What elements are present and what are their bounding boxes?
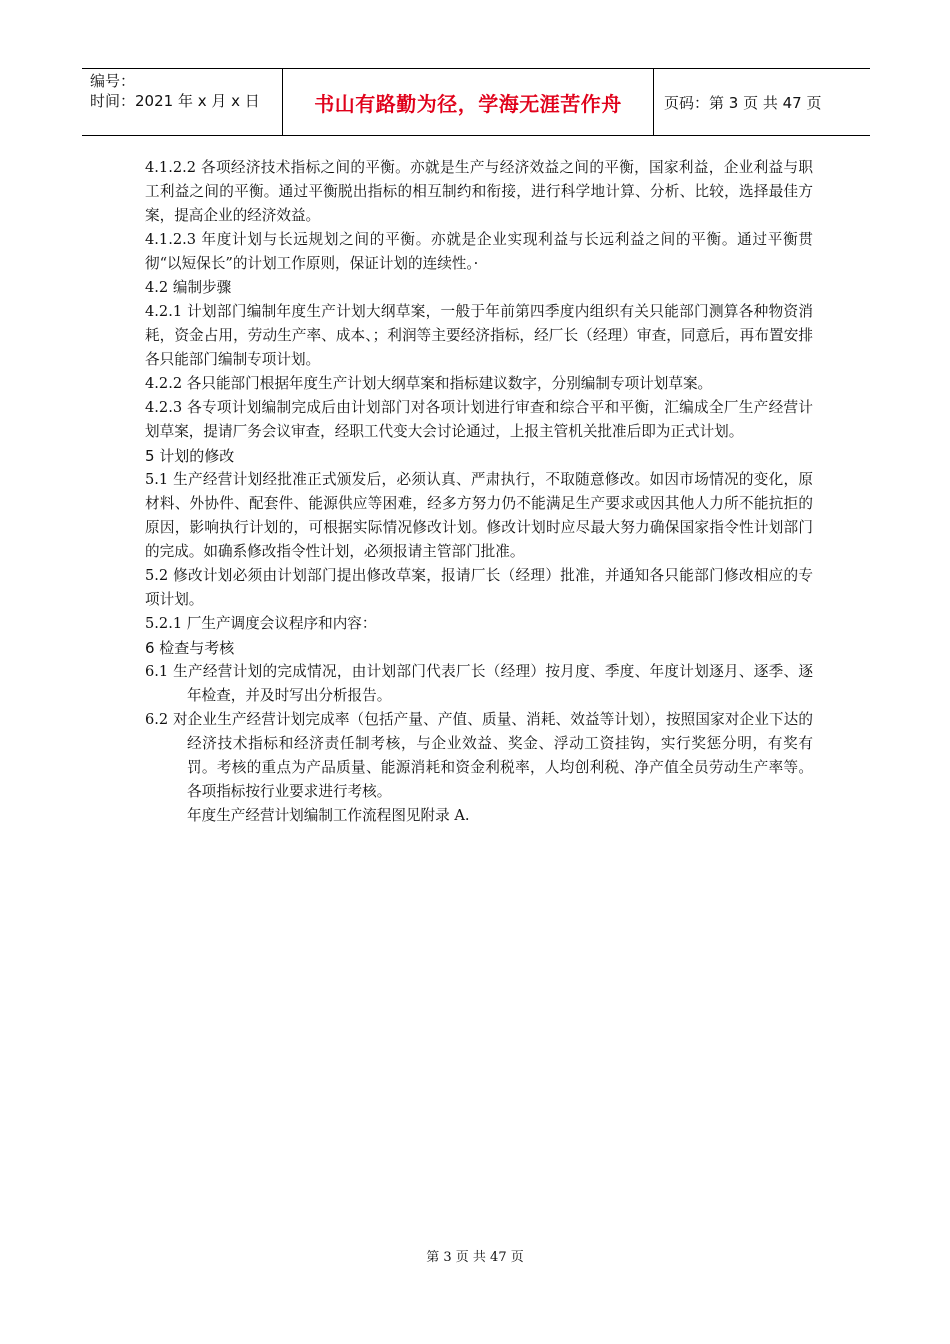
document-number-label: 编号： <box>90 72 136 90</box>
paragraph-5-2-1: 5.2.1 厂生产调度会议程序和内容： <box>145 615 377 632</box>
paragraph-4-1-2-3: 4.1.2.3 年度计划与长远规划之间的平衡。亦就是企业实现利益与长远利益之间的平衡。通过平衡贯彻“以短保长”的计划工作原则，保证计划的连续性。· <box>145 231 813 272</box>
header-page-info: 页码：第 3 页 共 47 页 <box>664 93 822 112</box>
header-meta <box>82 69 282 135</box>
paragraph-6-1: 6.1 生产经营计划的完成情况，由计划部门代表厂长（经理）按月度、季度、年度计划逐月、逐季、逐年检查，并及时写出分析报告。 <box>145 663 813 704</box>
header-motto: 书山有路勤为径，学海无涯苦作舟 <box>314 91 622 116</box>
paragraph-5-1: 5.1 生产经营计划经批准正式颁发后，必须认真、严肃执行，不取随意修改。如因市场情况的变化，原材料、外协件、配套件、能源供应等困难，经多方努力仍不能满足生产要求或因其他人力所不能抗拒的原因，影响执行计划的，可根据实际情况修改计划。修改计划时应尽最大努力确保国家指令性计划部门的完成。如确系修改指令性计划，必须报请主管部门批准。 <box>145 471 813 560</box>
paragraph-6-2: 6.2 对企业生产经营计划完成率（包括产量、产值、质量、消耗、效益等计划），按照国家对企业下达的经济技术指标和经济责任制考核，与企业效益、奖金、浮动工资挂钩，实行奖惩分明，有奖有罚。考核的重点为产品质量、能源消耗和资金利税率，人均创利税、净产值全员劳动生产率等。各项指标按行业要求进行考核。 <box>145 711 813 800</box>
page-header <box>82 68 870 136</box>
section-heading-6: 6 检查与考核 <box>145 639 235 657</box>
paragraph-4-2-1: 4.2.1 计划部门编制年度生产计划大纲草案，一般于年前第四季度内组织有关只能部门测算各种物资消耗，资金占用，劳动生产率、成本、；利润等主要经济指标，经厂长（经理）审查，同意后，再布置安排各只能部门编制专项计划。 <box>145 303 813 368</box>
document-date: 时间：2021 年 x 月 x 日 <box>90 92 260 110</box>
section-heading-4-2: 4.2 编制步骤 <box>145 279 232 296</box>
section-heading-5: 5 计划的修改 <box>145 447 235 465</box>
document-body <box>145 156 813 828</box>
header-page-info-cell <box>654 69 870 135</box>
paragraph-appendix-note: 年度生产经营计划编制工作流程图见附录 A. <box>187 807 470 824</box>
paragraph-4-2-3: 4.2.3 各专项计划编制完成后由计划部门对各项计划进行审查和综合平和平衡，汇编成全厂生产经营计划草案，提请厂务会议审查，经职工代变大会讨论通过，上报主管机关批准后即为正式计划。 <box>145 399 813 440</box>
page-footer: 第 3 页 共 47 页 <box>426 1250 524 1265</box>
paragraph-4-1-2-2: 4.1.2.2 各项经济技术指标之间的平衡。亦就是生产与经济效益之间的平衡，国家利益，企业利益与职工利益之间的平衡。通过平衡脱出指标的相互制约和衔接，进行科学地计算、分析、比较，选择最佳方案，提高企业的经济效益。 <box>145 159 813 224</box>
paragraph-4-2-2: 4.2.2 各只能部门根据年度生产计划大纲草案和指标建议数字，分别编制专项计划草案。 <box>145 375 713 392</box>
header-motto-cell <box>282 69 654 135</box>
paragraph-5-2: 5.2 修改计划必须由计划部门提出修改草案，报请厂长（经理）批准，并通知各只能部门修改相应的专项计划。 <box>145 567 813 608</box>
